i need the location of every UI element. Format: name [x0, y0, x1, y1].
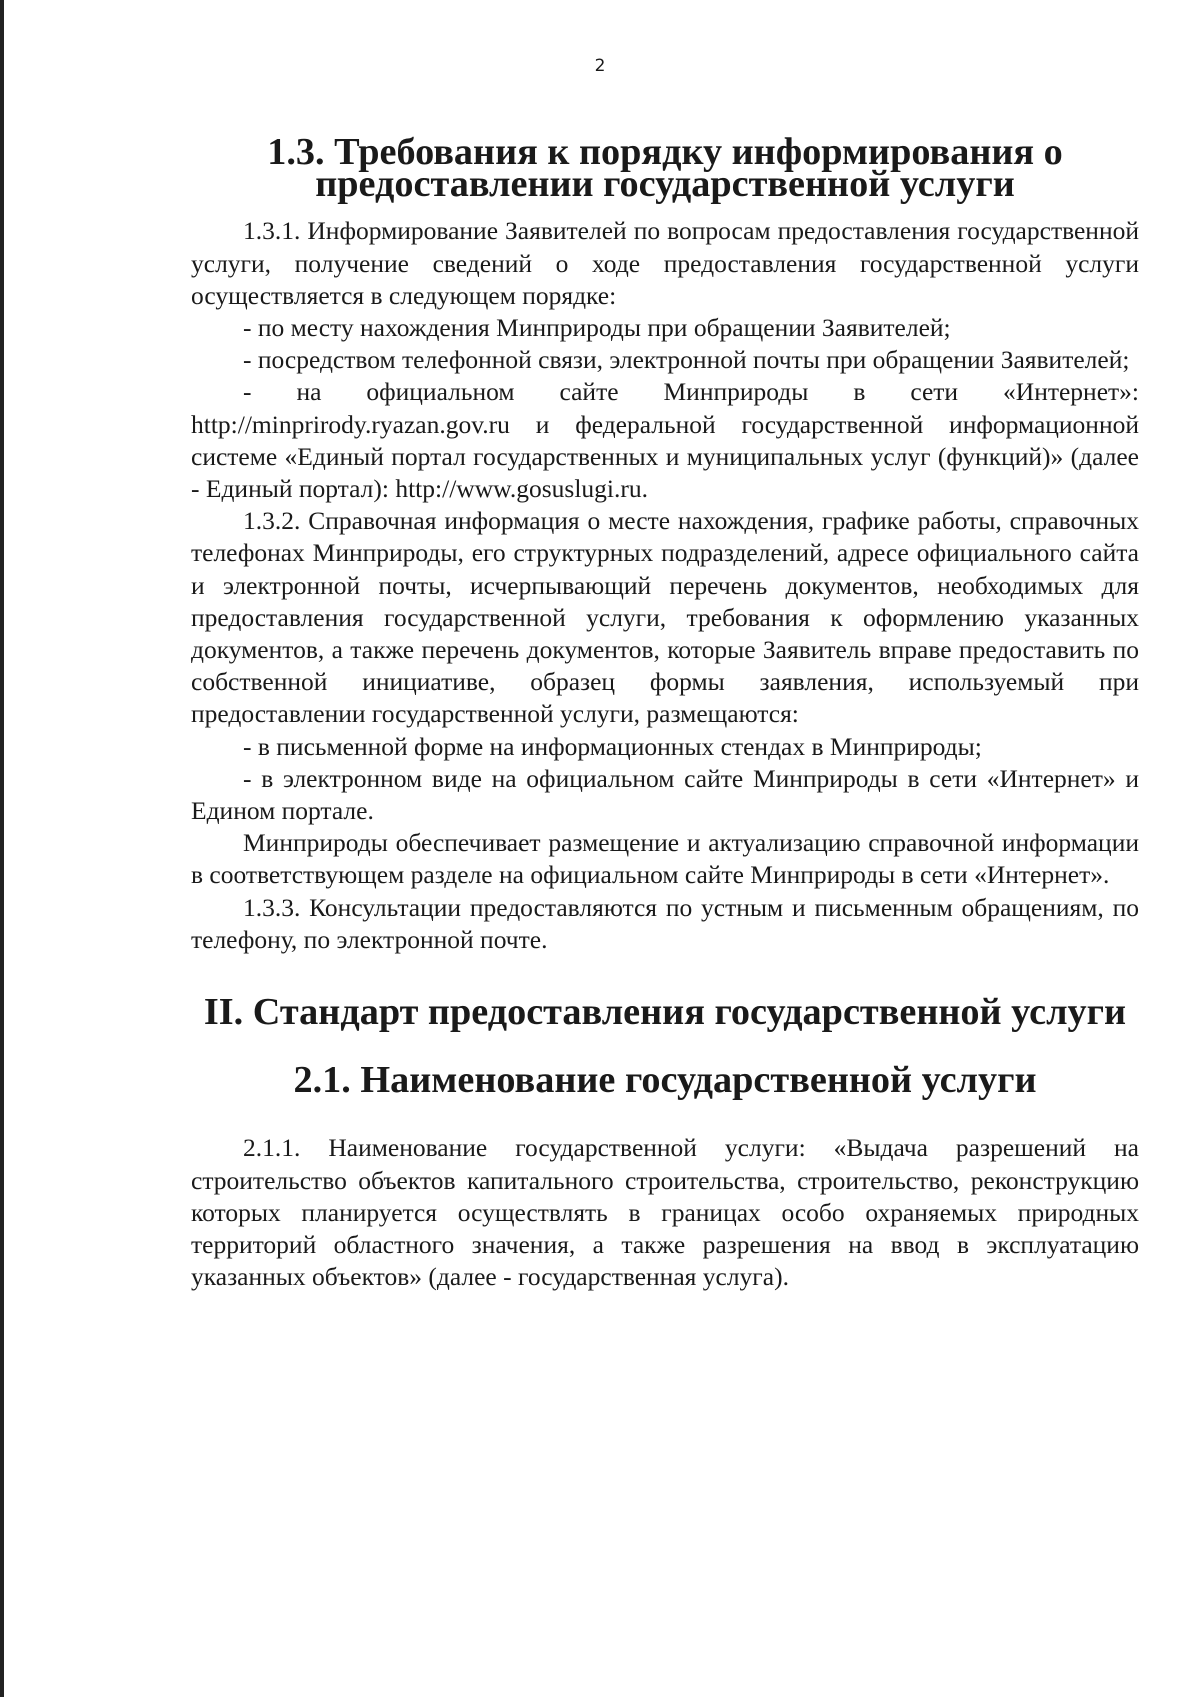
section-1-3-heading: 1.3. Требования к порядку информирования о предоставлении государственной услуги — [267, 131, 1063, 206]
section-2-1-heading: 2.1. Наименование государственной услуги — [293, 1059, 1037, 1102]
document-body — [191, 131, 1139, 1294]
list-item-phone-email: - посредством телефонной связи, электронной почты при обращении Заявителей; — [243, 345, 1130, 375]
list-item-location: - по месту нахождения Минприроды при обращении Заявителей; — [243, 313, 951, 343]
list-item-electronic: - в электронном виде на официальном сайте Минприроды в сети «Интернет» и Едином портале. — [191, 763, 1139, 826]
list-item-website: - на официальном сайте Минприроды в сети «Интернет»: http://minprirody.ryazan.gov.ru и федеральной государственной информационной системе «Единый портал государственных и муниципальных услуг (функций)» (далее - Единый портал): http://www.gosuslugi.ru. — [191, 377, 1139, 504]
paragraph-update-info: Минприроды обеспечивает размещение и актуализацию справочной информации в соответствующем разделе на официальном сайте Минприроды в сети «Интернет». — [191, 828, 1139, 890]
paragraph-1-3-3: 1.3.3. Консультации предоставляются по устным и письменным обращениям, по телефону, по электронной почте. — [191, 892, 1139, 954]
paragraph-1-3-2: 1.3.2. Справочная информация о месте нахождения, графике работы, справочных телефонах Минприроды, его структурных подразделений, адресе официального сайта и электронной почты, исчерпывающий перечень документов, необходимых для предоставления государственной услуги, требования к оформлению указанных документов, а также перечень документов, которые Заявитель вправе предоставить по собственной инициативе, образец формы заявления, используемый при предоставлении государственной услуги, размещаются: — [191, 506, 1139, 729]
paragraph-1-3-1: 1.3.1. Информирование Заявителей по вопросам предоставления государственной услуги, получение сведений о ходе предоставления государственной услуги осуществляется в следующем порядке: — [191, 216, 1139, 310]
paragraph-2-1-1: 2.1.1. Наименование государственной услуги: «Выдача разрешений на строительство объектов капитального строительства, строительство, реконструкцию которых планируется осуществлять в границах особо охраняемых природных территорий областного значения, а также разрешения на ввод в эксплуатацию указанных объектов» (далее - государственная услуга). — [191, 1133, 1139, 1292]
scan-edge — [0, 0, 4, 1697]
list-item-stands: - в письменной форме на информационных стендах в Минприроды; — [243, 731, 982, 761]
page-number: 2 — [594, 56, 606, 76]
section-2-heading: II. Стандарт предоставления государственной услуги — [203, 991, 1127, 1034]
